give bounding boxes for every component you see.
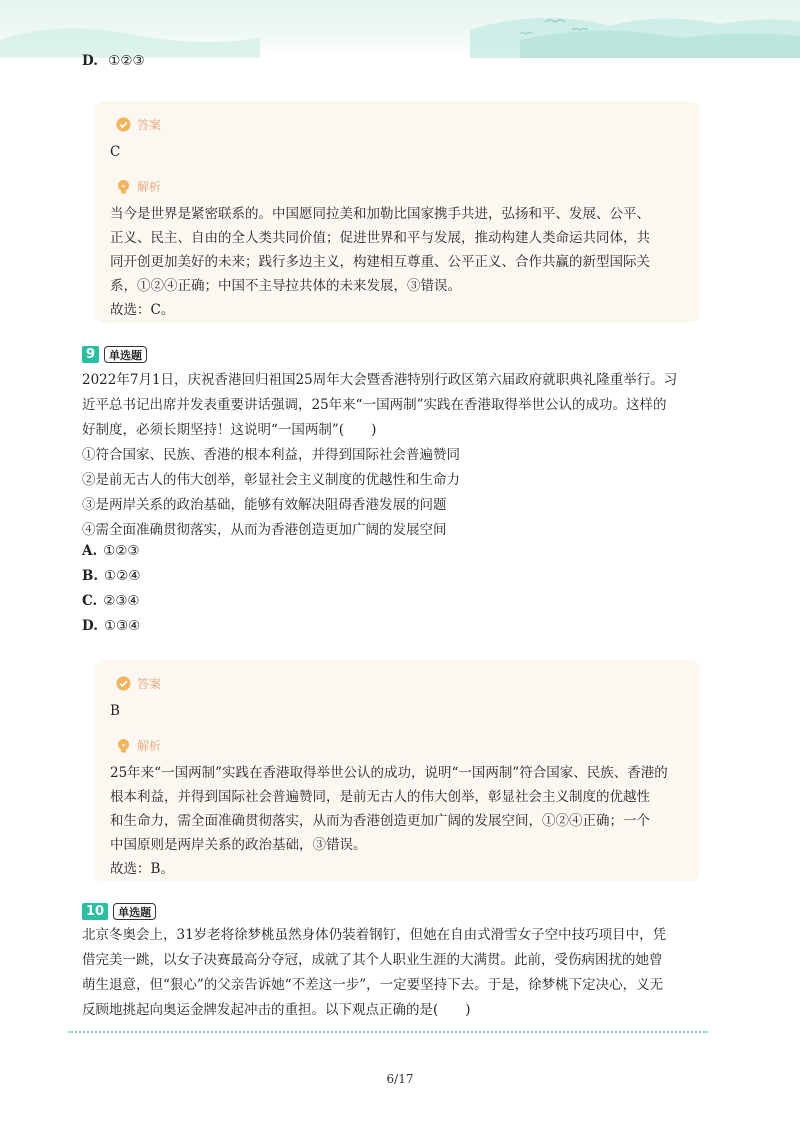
option-a[interactable] — [82, 539, 140, 564]
analysis-line: 25年来“一国两制”实践在香港取得举世公认的成功，说明“一国两制”符合国家、民族、香港的 — [110, 765, 668, 781]
footer-divider — [68, 1031, 708, 1033]
option-c[interactable] — [82, 589, 140, 614]
answer-tag — [116, 116, 161, 133]
analysis-text — [110, 761, 668, 881]
mountain-decoration-icon — [0, 0, 800, 58]
question-number-badge: 9 — [82, 346, 99, 363]
option-letter: D. — [82, 618, 98, 634]
question-10-stem — [82, 923, 666, 1023]
option-letter: A. — [82, 543, 98, 559]
question-type-badge: 单选题 — [104, 346, 147, 363]
option-letter: C. — [82, 593, 98, 609]
answer-label: 答案 — [137, 118, 162, 132]
statement-item: ③是两岸关系的政治基础，能够有效解决阻碍香港发展的问题 — [82, 497, 447, 513]
answer-value: B — [110, 703, 120, 719]
question-type-badge: 单选题 — [113, 903, 156, 920]
option-text: ①②④ — [104, 568, 141, 584]
stem-line: 2022年7月1日，庆祝香港回归祖国25周年大会暨香港特别行政区第六届政府就职典礼隆重举行。习 — [82, 372, 678, 388]
prev-option-d — [82, 52, 145, 70]
answer-tag — [116, 675, 161, 692]
analysis-line: 故选：C。 — [110, 302, 175, 318]
analysis-line: 和生命力，需全面准确贯彻落实，从而为香港创造更加广阔的发展空间，①②④正确；一个 — [110, 813, 650, 829]
page-number: 6/17 — [386, 1072, 414, 1086]
lightbulb-icon — [116, 738, 131, 754]
answer-card-8 — [94, 101, 700, 323]
answer-value: C — [110, 144, 121, 160]
analysis-tag — [116, 737, 161, 754]
stem-line: 借完美一跳，以女子决赛最高分夺冠，成就了其个人职业生涯的大满贯。此前，受伤病困扰的她曾 — [82, 952, 663, 968]
question-9-options — [82, 539, 140, 639]
question-9-header — [82, 346, 147, 363]
option-text: ①③④ — [103, 618, 141, 634]
option-b[interactable] — [82, 564, 140, 589]
analysis-label: 解析 — [137, 180, 162, 194]
question-number-badge: 10 — [82, 903, 108, 920]
statement-item: ②是前无古人的伟大创举，彰显社会主义制度的优越性和生命力 — [82, 472, 460, 488]
option-text: ①②③ — [103, 543, 140, 559]
option-letter: B. — [82, 568, 99, 584]
analysis-line: 根本利益，并得到国际社会普遍赞同，是前无古人的伟大创举，彰显社会主义制度的优越性 — [110, 789, 650, 805]
analysis-line: 故选：B。 — [110, 861, 174, 877]
lightbulb-icon — [116, 179, 131, 195]
stem-line: 近平总书记出席并发表重要讲话强调，25年来“一国两制”实践在香港取得举世公认的成功。这样的 — [82, 397, 667, 413]
check-badge-icon — [116, 676, 131, 691]
statement-item: ①符合国家、民族、香港的根本利益，并得到国际社会普遍赞同 — [82, 447, 460, 463]
analysis-line: 同开创更加美好的未来；践行多边主义，构建相互尊重、公平正义、合作共赢的新型国际关 — [110, 254, 650, 270]
question-10-header — [82, 903, 156, 920]
option-text: ②③④ — [103, 593, 140, 609]
stem-line: 好制度，必须长期坚持！这说明“一国两制”( ) — [82, 422, 377, 438]
option-d[interactable] — [82, 614, 140, 639]
stem-line: 北京冬奥会上，31岁老将徐梦桃虽然身体仍装着钢钉，但她在自由式滑雪女子空中技巧项目中，凭 — [82, 927, 667, 943]
answer-label: 答案 — [137, 677, 162, 691]
check-badge-icon — [116, 117, 131, 132]
header-banner — [0, 0, 800, 58]
analysis-label: 解析 — [137, 739, 162, 753]
analysis-line: 正义、民主、自由的全人类共同价值；促进世界和平与发展，推动构建人类命运共同体，共 — [110, 230, 650, 246]
stem-line: 萌生退意，但“狠心”的父亲告诉她“不差这一步”，一定要坚持下去。于是，徐梦桃下定决心，义无 — [82, 977, 664, 993]
stem-line: 反顾地挑起向奥运金牌发起冲击的重担。以下观点正确的是( ) — [82, 1002, 471, 1018]
analysis-line: 中国原则是两岸关系的政治基础，③错误。 — [110, 837, 367, 853]
option-text: ①②③ — [108, 53, 145, 69]
answer-card-9 — [94, 660, 700, 882]
option-letter: D. — [82, 53, 98, 69]
analysis-line: 系，①②④正确；中国不主导拉共体的未来发展，③错误。 — [110, 278, 461, 294]
statement-item: ④需全面准确贯彻落实，从而为香港创造更加广阔的发展空间 — [82, 522, 447, 538]
analysis-tag — [116, 178, 161, 195]
analysis-text — [110, 202, 650, 322]
analysis-line: 当今是世界是紧密联系的。中国愿同拉美和加勒比国家携手共进，弘扬和平、发展、公平、 — [110, 206, 650, 222]
question-9-stem — [82, 368, 677, 543]
